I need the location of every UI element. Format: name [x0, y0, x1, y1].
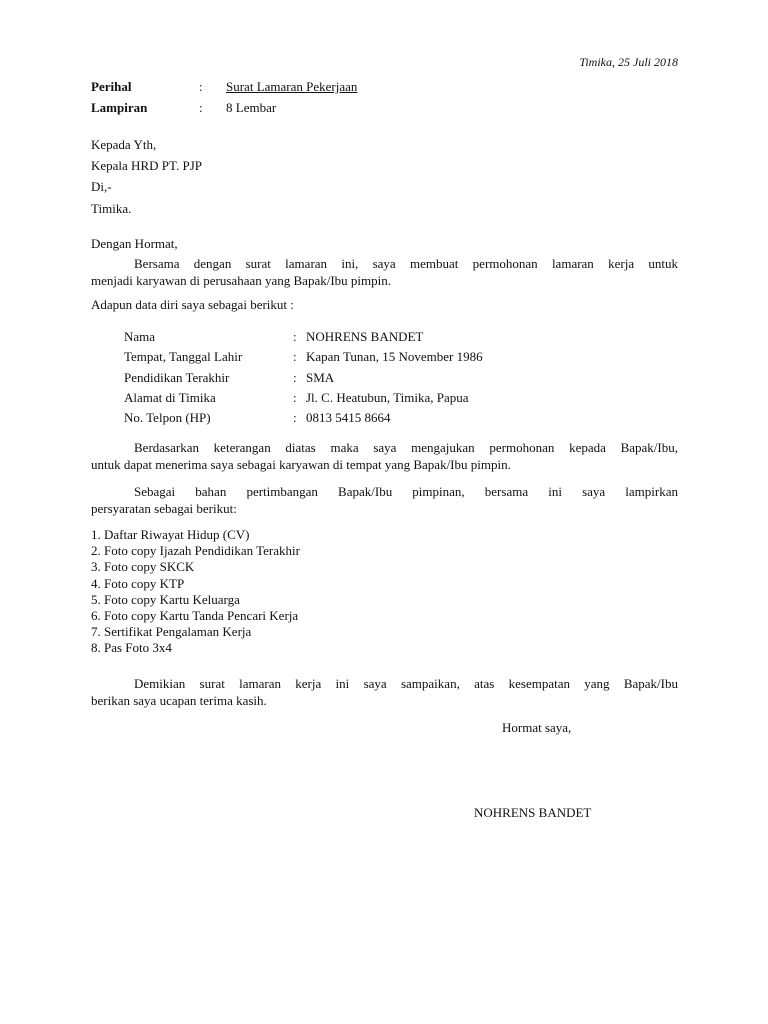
request-line: untuk dapat menerima saya sebagai karyawan di tempat yang Bapak/Ibu pimpin.	[91, 457, 511, 472]
data-row	[124, 328, 684, 346]
list-item: 1. Daftar Riwayat Hidup (CV)	[91, 527, 250, 542]
closing-paragraph	[91, 675, 678, 709]
attachment-value: 8 Lembar	[226, 100, 277, 115]
recipient-line: Kepada Yth,	[91, 137, 157, 152]
list-item: 5. Foto copy Kartu Keluarga	[91, 591, 240, 607]
data-value: SMA	[306, 370, 335, 385]
data-row	[124, 389, 684, 407]
data-row	[124, 369, 684, 387]
recipient-line: Timika.	[91, 201, 132, 216]
list-item: 3. Foto copy SKCK	[91, 559, 195, 575]
data-value: Kapan Tunan, 15 November 1986	[306, 349, 483, 364]
attachment-list	[91, 526, 300, 656]
data-colon: :	[293, 390, 297, 405]
data-colon: :	[293, 370, 297, 385]
data-row	[124, 348, 684, 366]
closing-line: berikan saya ucapan terima kasih.	[91, 693, 267, 708]
subject-colon: :	[199, 79, 203, 94]
subject-label: Perihal	[91, 79, 132, 94]
data-value: 0813 5415 8664	[306, 410, 391, 425]
list-item: 6. Foto copy Kartu Tanda Pencari Kerja	[91, 607, 299, 623]
data-colon: :	[293, 349, 297, 364]
data-colon: :	[293, 410, 297, 425]
data-row	[124, 409, 684, 427]
list-item: 4. Foto copy KTP	[91, 575, 185, 591]
data-colon: :	[293, 329, 297, 344]
intro-line: Bersama dengan surat lamaran ini, saya membuat permohonan lamaran kerja untuk	[134, 256, 678, 271]
attachment-row	[91, 99, 691, 117]
list-item: 2. Foto copy Ijazah Pendidikan Terakhir	[91, 543, 300, 559]
greeting: Dengan Hormat,	[91, 236, 178, 251]
data-label: Alamat di Timika	[124, 390, 216, 405]
data-value: Jl. C. Heatubun, Timika, Papua	[306, 390, 469, 405]
data-label: No. Telpon (HP)	[124, 410, 211, 425]
data-value: NOHRENS BANDET	[306, 329, 424, 344]
data-label: Pendidikan Terakhir	[124, 370, 230, 385]
attachment-label: Lampiran	[91, 100, 148, 115]
intro-paragraph	[91, 255, 678, 289]
request-paragraph	[91, 439, 678, 473]
data-label: Tempat, Tanggal Lahir	[124, 349, 243, 364]
request-line: Berdasarkan keterangan diatas maka saya mengajukan permohonan kepada Bapak/Ibu,	[134, 440, 678, 455]
subject-row	[91, 78, 691, 96]
subject-value: Surat Lamaran Pekerjaan	[226, 79, 358, 94]
attachment-colon: :	[199, 100, 203, 115]
signer-name: NOHRENS BANDET	[474, 805, 592, 820]
closing-line: Demikian surat lamaran kerja ini saya sampaikan, atas kesempatan yang Bapak/Ibu	[134, 676, 678, 691]
letter-date: Timika, 25 Juli 2018	[579, 55, 678, 69]
intro-line: menjadi karyawan di perusahaan yang Bapak/Ibu pimpin.	[91, 273, 391, 288]
requirements-paragraph	[91, 483, 678, 517]
recipient-line: Di,-	[91, 179, 112, 194]
data-intro: Adapun data diri saya sebagai berikut :	[91, 297, 294, 312]
list-item: 8. Pas Foto 3x4	[91, 640, 172, 656]
recipient-line: Kepala HRD PT. PJP	[91, 158, 202, 173]
closing-salutation: Hormat saya,	[502, 720, 572, 735]
data-label: Nama	[124, 329, 156, 344]
list-item: 7. Sertifikat Pengalaman Kerja	[91, 624, 252, 640]
requirements-line: persyaratan sebagai berikut:	[91, 501, 237, 516]
requirements-line: Sebagai bahan pertimbangan Bapak/Ibu pimpinan, bersama ini saya lampirkan	[134, 484, 678, 499]
